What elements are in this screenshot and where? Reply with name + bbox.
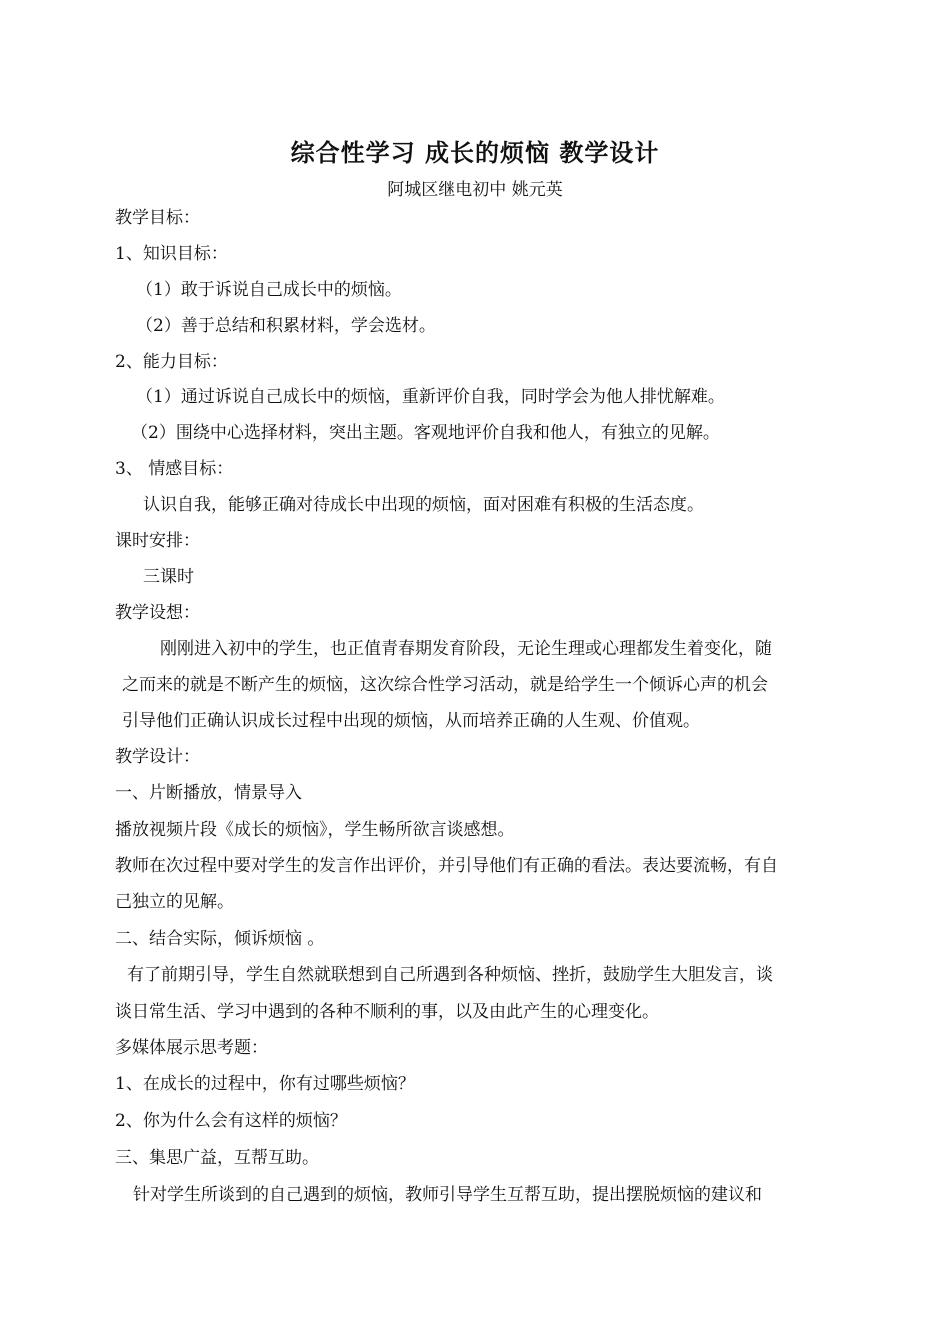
section3-paragraph-line: 针对学生所谈到的自己遇到的烦恼，教师引导学生互帮互助，提出摆脱烦恼的建议和 — [133, 1185, 762, 1205]
idea-paragraph-line: 刚刚进入初中的学生，也正值青春期发育阶段，无论生理或心理都发生着变化，随 — [160, 639, 772, 659]
section1-line: 播放视频片段《成长的烦恼》，学生畅所欲言谈感想。 — [115, 820, 515, 840]
section1-paragraph-line: 教师在次过程中要对学生的发言作出评价，并引导他们有正确的看法。表达要流畅，有自 — [115, 856, 778, 876]
section1-paragraph-line: 己独立的见解。 — [115, 892, 234, 912]
heading-teaching-goals: 教学目标： — [115, 208, 200, 228]
knowledge-goal-heading: 1、知识目标： — [115, 244, 228, 264]
section2-paragraph-line: 有了前期引导，学生自然就联想到自己所遇到各种烦恼、挫折，鼓励学生大胆发言，谈 — [127, 965, 773, 985]
document-author: 阿城区继电初中 姚元英 — [387, 180, 563, 200]
idea-heading: 教学设想： — [115, 603, 200, 623]
idea-paragraph-line: 之而来的就是不断产生的烦恼，这次综合性学习活动，就是给学生一个倾诉心声的机会 — [122, 675, 768, 695]
question-item: 1、在成长的过程中，你有过哪些烦恼？ — [115, 1074, 415, 1094]
ability-goal-heading: 2、能力目标： — [115, 352, 228, 372]
section2-heading: 二、结合实际，倾诉烦恼 。 — [115, 929, 325, 949]
knowledge-goal-item: （1）敢于诉说自己成长中的烦恼。 — [136, 280, 402, 300]
schedule-text: 三课时 — [143, 567, 194, 587]
design-heading: 教学设计： — [115, 747, 200, 767]
section2-paragraph-line: 谈日常生活、学习中遇到的各种不顺利的事，以及由此产生的心理变化。 — [115, 1002, 659, 1022]
question-item: 2、你为什么会有这样的烦恼？ — [115, 1111, 347, 1131]
section1-heading: 一、片断播放，情景导入 — [115, 783, 302, 803]
emotion-goal-text: 认识自我，能够正确对待成长中出现的烦恼，面对困难有积极的生活态度。 — [143, 495, 704, 515]
document-title: 综合性学习 成长的烦恼 教学设计 — [290, 138, 660, 167]
schedule-heading: 课时安排： — [115, 531, 200, 551]
emotion-goal-heading: 3、 情感目标： — [115, 459, 234, 479]
idea-paragraph-line: 引导他们正确认识成长过程中出现的烦恼，从而培养正确的人生观、价值观。 — [122, 711, 700, 731]
ability-goal-item: （2）围绕中心选择材料，突出主题。客观地评价自我和他人，有独立的见解。 — [131, 423, 720, 443]
section3-heading: 三、集思广益，互帮互助。 — [115, 1148, 319, 1168]
multimedia-heading: 多媒体展示思考题： — [115, 1038, 268, 1058]
knowledge-goal-item: （2）善于总结和积累材料，学会选材。 — [136, 316, 436, 336]
ability-goal-item: （1）通过诉说自己成长中的烦恼，重新评价自我，同时学会为他人排忧解难。 — [136, 387, 725, 407]
